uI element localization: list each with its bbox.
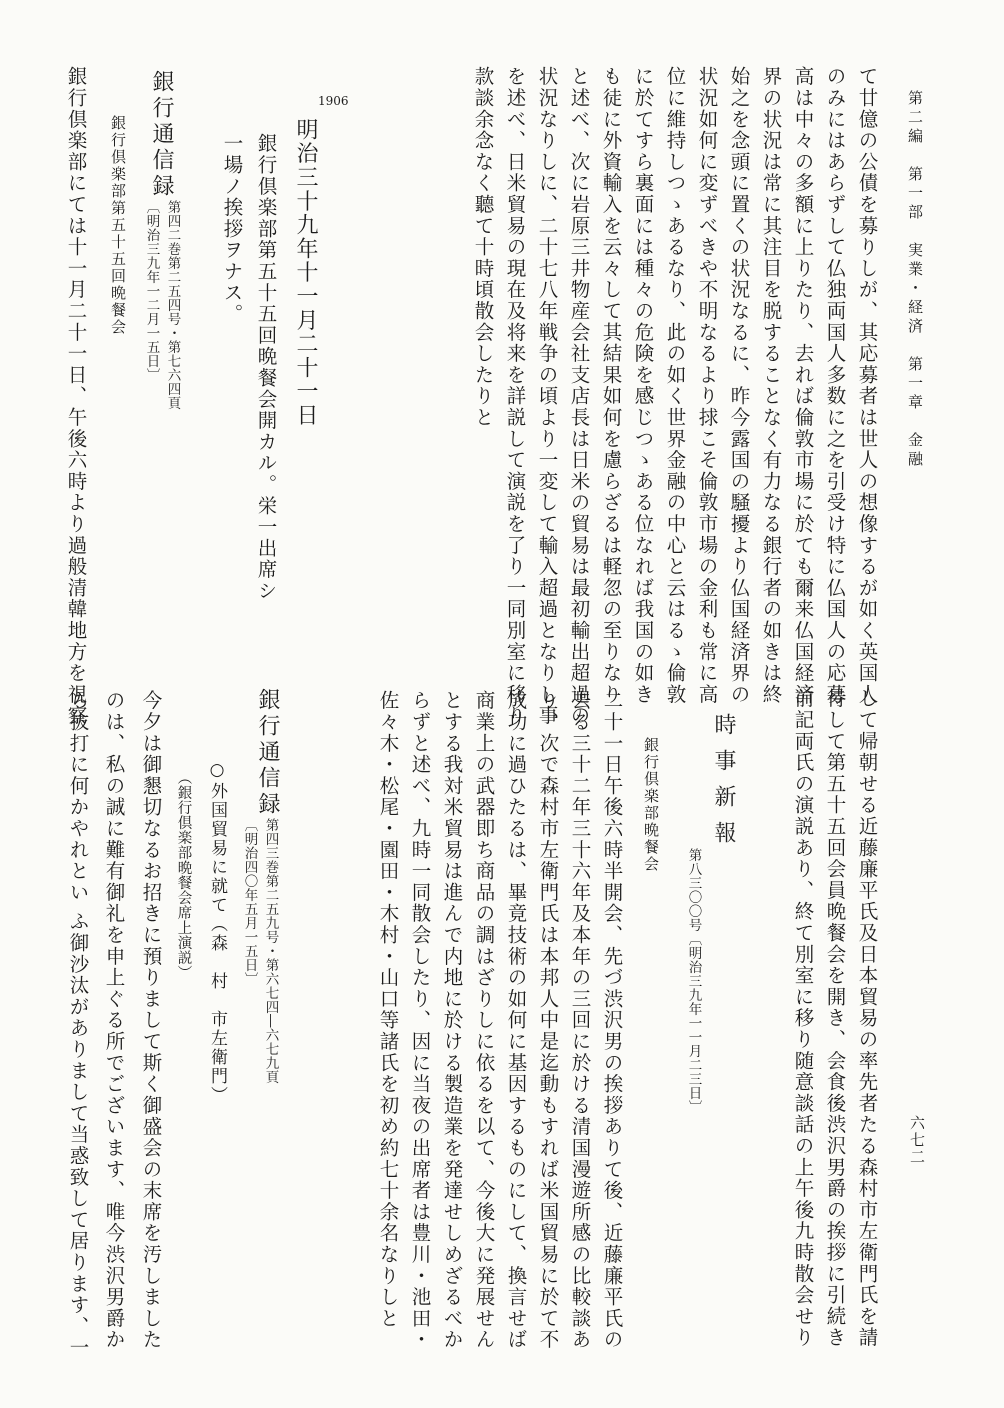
article-body-line: り、次で森村市左衛門氏は本邦人中是迄動もすれば米国貿易に於て不 (536, 690, 560, 1351)
article-subtitle: 銀行倶楽部晩餐会 (642, 737, 660, 873)
upper-paragraph-line: 始之を念頭に置くの状況なるに、昨今露国の騒擾より仏国経済界の (727, 66, 751, 705)
upper-paragraph-line: を述べ、日米貿易の現在及将来を詳説して演説を了り一同別室に移り (503, 66, 527, 727)
upper-paragraph-line: 位に維持しつゝあるなり、此の如く世界金融の中心と云はるゝ倫敦 (663, 66, 687, 705)
upper-paragraph-line: に於てすら裏面には種々の危険を感じつゝある位なれば我国の如き (631, 66, 655, 705)
article-body-line: ら抜打に何かやれとい ふ御沙汰がありまして当惑致して居ります、一 (66, 690, 90, 1359)
source-title: 銀行通信録 (255, 688, 280, 818)
running-header: 第二編 第一部 実業・経済 第一章 金融 (906, 90, 924, 470)
lower-paragraph-line: して帰朝せる近藤廉平氏及日本貿易の率先者たる森村市左衛門氏を請 (855, 688, 879, 1349)
entry-date: 明治三十九年十一月二十一日 (293, 118, 318, 428)
upper-paragraph-line: も徒に外資輸入を云々して其結果如何を慮らざるは軽忽の至りなり (599, 66, 623, 705)
article-body-line: 成功に過ひたるは、畢竟技術の如何に基因するものにして、換言せば (504, 690, 528, 1351)
source-title: 銀行通信録 (149, 70, 174, 200)
source-title: 時事新報 (711, 713, 736, 857)
source-reference: 〔明治三九年一二月一五日〕 (143, 200, 160, 382)
upper-paragraph-line: て廿億の公債を募りしが、其応募者は世人の想像するが如く英国人 (855, 66, 879, 705)
page-number: 六七二 (908, 1115, 926, 1166)
article-body-line: 佐々木・松尾・園田・木村・山口等諸氏を初め約七十余名なりしと (376, 690, 400, 1329)
source-reference: 第八三〇〇号〔明治三九年一一月二三日〕 (685, 848, 702, 1114)
article-body-line: のは、私の誠に難有御礼を申上ぐる所でございます、唯今渋沢男爵か (102, 690, 126, 1351)
upper-paragraph-line: 状況如何に変ずべきや不明なるより捄こそ倫敦市場の金利も常に高 (695, 66, 719, 705)
upper-paragraph-line: と述べ、次に岩原三井物産会社支店長は日米の貿易は最初輸出超過の (567, 66, 591, 727)
article-body-line: とする我対米貿易は進んで内地に於ける製造業を発達せしめざるべか (440, 690, 464, 1351)
upper-paragraph-line: のみにはあらずして仏独両国人多数に之を引受け特に仏国人の応募 (823, 66, 847, 705)
entry-body-line: 銀行倶楽部第五十五回晩餐会開カル。栄一出席シ (254, 133, 278, 602)
article-body-line: 商業上の武器即ち商品の調はざりしに依るを以て、今後大に発展せん (472, 690, 496, 1351)
upper-paragraph-line: 高は中々の多額に上りたり、去れば倫敦市場に於ても爾来仏国経済 (791, 66, 815, 705)
upper-paragraph-line: 界の状況は常に其注目を脱することなく有力なる銀行者の如きは終 (759, 66, 783, 705)
upper-paragraph-line: 款談余念なく聽て十時頃散会したりと (471, 66, 495, 429)
article-body-line: らずと述べ、九時一同散会したり、因に当夜の出席者は豊川・池田・ (408, 690, 432, 1351)
article-subtitle: ○外国貿易に就て（森 村 市左衛門） (207, 760, 227, 1105)
article-subtitle: 銀行倶楽部第五十五回晩餐会 (109, 115, 127, 336)
lower-paragraph-line: 前記両氏の演説あり、終て別室に移り随意談話の上午後九時散会せり (791, 688, 815, 1349)
article-body-line: 二十一日午後六時半開会、先づ渋沢男の挨拶ありて後、近藤廉平氏の (600, 690, 624, 1351)
source-reference: 〔明治四〇年五月一五日〕 (241, 818, 258, 986)
article-body-line: 銀行倶楽部にては十一月二十一日、午後六時より過般清韓地方を視察 (64, 66, 88, 727)
source-reference: 第四二巻第二五四号・第七六四頁 (164, 200, 181, 410)
lower-paragraph-line: 待して第五十五回会員晩餐会を開き、会食後渋沢男爵の挨拶に引続き (823, 688, 847, 1349)
source-reference: 第四三巻第二五九号・第六七四―六七九頁 (262, 818, 279, 1084)
article-body-line: 去る三十二年三十六年及本年の三回に於ける清国漫遊所感の比較談あ (568, 690, 592, 1351)
upper-paragraph-line: 状況なりしに、二十七八年戦争の頃より一変して輸入超過となりし事 (535, 66, 559, 727)
article-subnote: （銀行倶楽部晩餐会席上演説） (175, 770, 192, 980)
entry-body-line: 一場ノ挨拶ヲナス。 (220, 133, 244, 325)
entry-year: 1906 (318, 94, 349, 108)
article-body-line: 今夕は御懇切なるお招きに預りまして斯く御盛会の末席を汚しました (139, 690, 163, 1351)
